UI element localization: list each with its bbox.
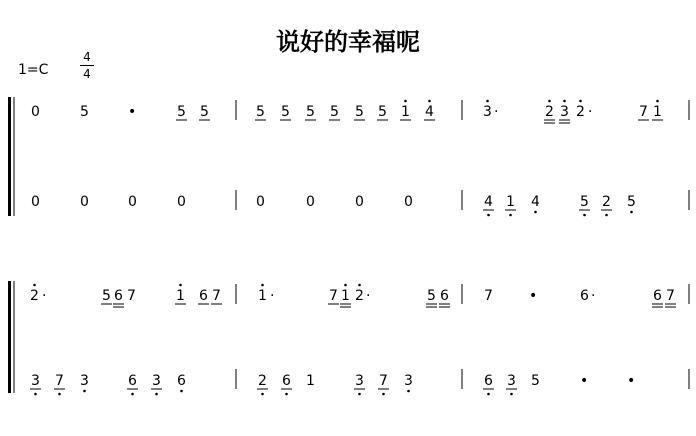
- note: 7: [639, 104, 648, 120]
- note: 4: [531, 194, 540, 210]
- note: 7: [666, 288, 675, 304]
- octave-dot-below: [131, 393, 134, 396]
- note: 7: [127, 288, 136, 304]
- note: 2: [355, 288, 364, 304]
- note: •: [529, 288, 538, 304]
- note: 5: [627, 194, 636, 210]
- note: 1: [653, 104, 662, 120]
- note: 6: [177, 373, 186, 389]
- system-brace-thick: [8, 281, 11, 393]
- note: 1: [341, 288, 350, 304]
- note: ·: [494, 104, 499, 120]
- octave-dot-above: [579, 100, 582, 103]
- octave-dot-above: [428, 100, 431, 103]
- note: 4: [425, 104, 434, 120]
- octave-dot-above: [261, 284, 264, 287]
- octave-dot-below: [510, 393, 513, 396]
- note: 2: [576, 104, 585, 120]
- note: 3: [355, 373, 364, 389]
- octave-dot-above: [404, 100, 407, 103]
- note: 2: [258, 373, 267, 389]
- note: 6: [114, 288, 123, 304]
- note: 3: [560, 104, 569, 120]
- note: 6: [484, 373, 493, 389]
- note: 5: [355, 104, 364, 120]
- note: 0: [177, 194, 186, 210]
- note: 0: [80, 194, 89, 210]
- octave-dot-below: [261, 393, 264, 396]
- note: 5: [580, 194, 589, 210]
- octave-dot-below: [285, 393, 288, 396]
- note: ·: [588, 104, 593, 120]
- note: 7: [55, 373, 64, 389]
- octave-dot-below: [583, 214, 586, 217]
- note: 1: [176, 288, 185, 304]
- note: 6: [580, 288, 589, 304]
- octave-dot-above: [358, 284, 361, 287]
- note: ·: [270, 288, 275, 304]
- octave-dot-below: [630, 211, 633, 214]
- note: 5: [256, 104, 265, 120]
- note: 7: [484, 288, 493, 304]
- note: 3: [31, 373, 40, 389]
- note: •: [627, 373, 636, 389]
- octave-dot-below: [534, 211, 537, 214]
- time-signature-bottom: 4: [83, 67, 91, 81]
- note: 1: [258, 288, 267, 304]
- note: 5: [102, 288, 111, 304]
- note: 5: [306, 104, 315, 120]
- note: ·: [42, 288, 47, 304]
- octave-dot-below: [34, 393, 37, 396]
- octave-dot-above: [33, 284, 36, 287]
- octave-dot-below: [487, 214, 490, 217]
- note: 1: [306, 373, 315, 389]
- note: 5: [378, 104, 387, 120]
- note: 7: [212, 288, 221, 304]
- note: ·: [591, 288, 596, 304]
- note: 5: [200, 104, 209, 120]
- note: 0: [404, 194, 413, 210]
- octave-dot-above: [344, 284, 347, 287]
- note: 0: [31, 104, 40, 120]
- note: 5: [330, 104, 339, 120]
- score-title: 说好的幸福呢: [276, 27, 420, 56]
- note: •: [580, 373, 589, 389]
- note: 1: [506, 194, 515, 210]
- octave-dot-above: [179, 284, 182, 287]
- time-signature-top: 4: [83, 50, 91, 64]
- octave-dot-above: [656, 100, 659, 103]
- octave-dot-below: [509, 214, 512, 217]
- note: 6: [282, 373, 291, 389]
- note: 3: [152, 373, 161, 389]
- octave-dot-below: [180, 390, 183, 393]
- note: 5: [427, 288, 436, 304]
- octave-dot-above: [548, 100, 551, 103]
- octave-dot-above: [563, 100, 566, 103]
- note: 5: [531, 373, 540, 389]
- octave-dot-below: [605, 214, 608, 217]
- note: 7: [379, 373, 388, 389]
- note: 5: [80, 104, 89, 120]
- note: 6: [199, 288, 208, 304]
- octave-dot-below: [155, 393, 158, 396]
- note: 3: [80, 373, 89, 389]
- note: 3: [483, 104, 492, 120]
- octave-dot-below: [407, 390, 410, 393]
- note: 0: [355, 194, 364, 210]
- note: 0: [256, 194, 265, 210]
- note: 6: [653, 288, 662, 304]
- octave-dot-below: [83, 390, 86, 393]
- octave-dot-below: [382, 393, 385, 396]
- note: 2: [545, 104, 554, 120]
- note: 1: [401, 104, 410, 120]
- note: 7: [329, 288, 338, 304]
- note: 6: [128, 373, 137, 389]
- note: 3: [404, 373, 413, 389]
- note: 3: [507, 373, 516, 389]
- octave-dot-below: [487, 393, 490, 396]
- key-signature: 1=C: [18, 62, 49, 78]
- octave-dot-below: [358, 393, 361, 396]
- note: 2: [30, 288, 39, 304]
- note: 0: [128, 194, 137, 210]
- note: 0: [306, 194, 315, 210]
- note: 5: [281, 104, 290, 120]
- note: 4: [484, 194, 493, 210]
- note: •: [128, 104, 137, 120]
- system-brace-thick: [8, 97, 11, 216]
- note: 2: [602, 194, 611, 210]
- note: 0: [31, 194, 40, 210]
- octave-dot-below: [58, 393, 61, 396]
- note: ·: [366, 288, 371, 304]
- octave-dot-above: [486, 100, 489, 103]
- note: 5: [177, 104, 186, 120]
- note: 6: [440, 288, 449, 304]
